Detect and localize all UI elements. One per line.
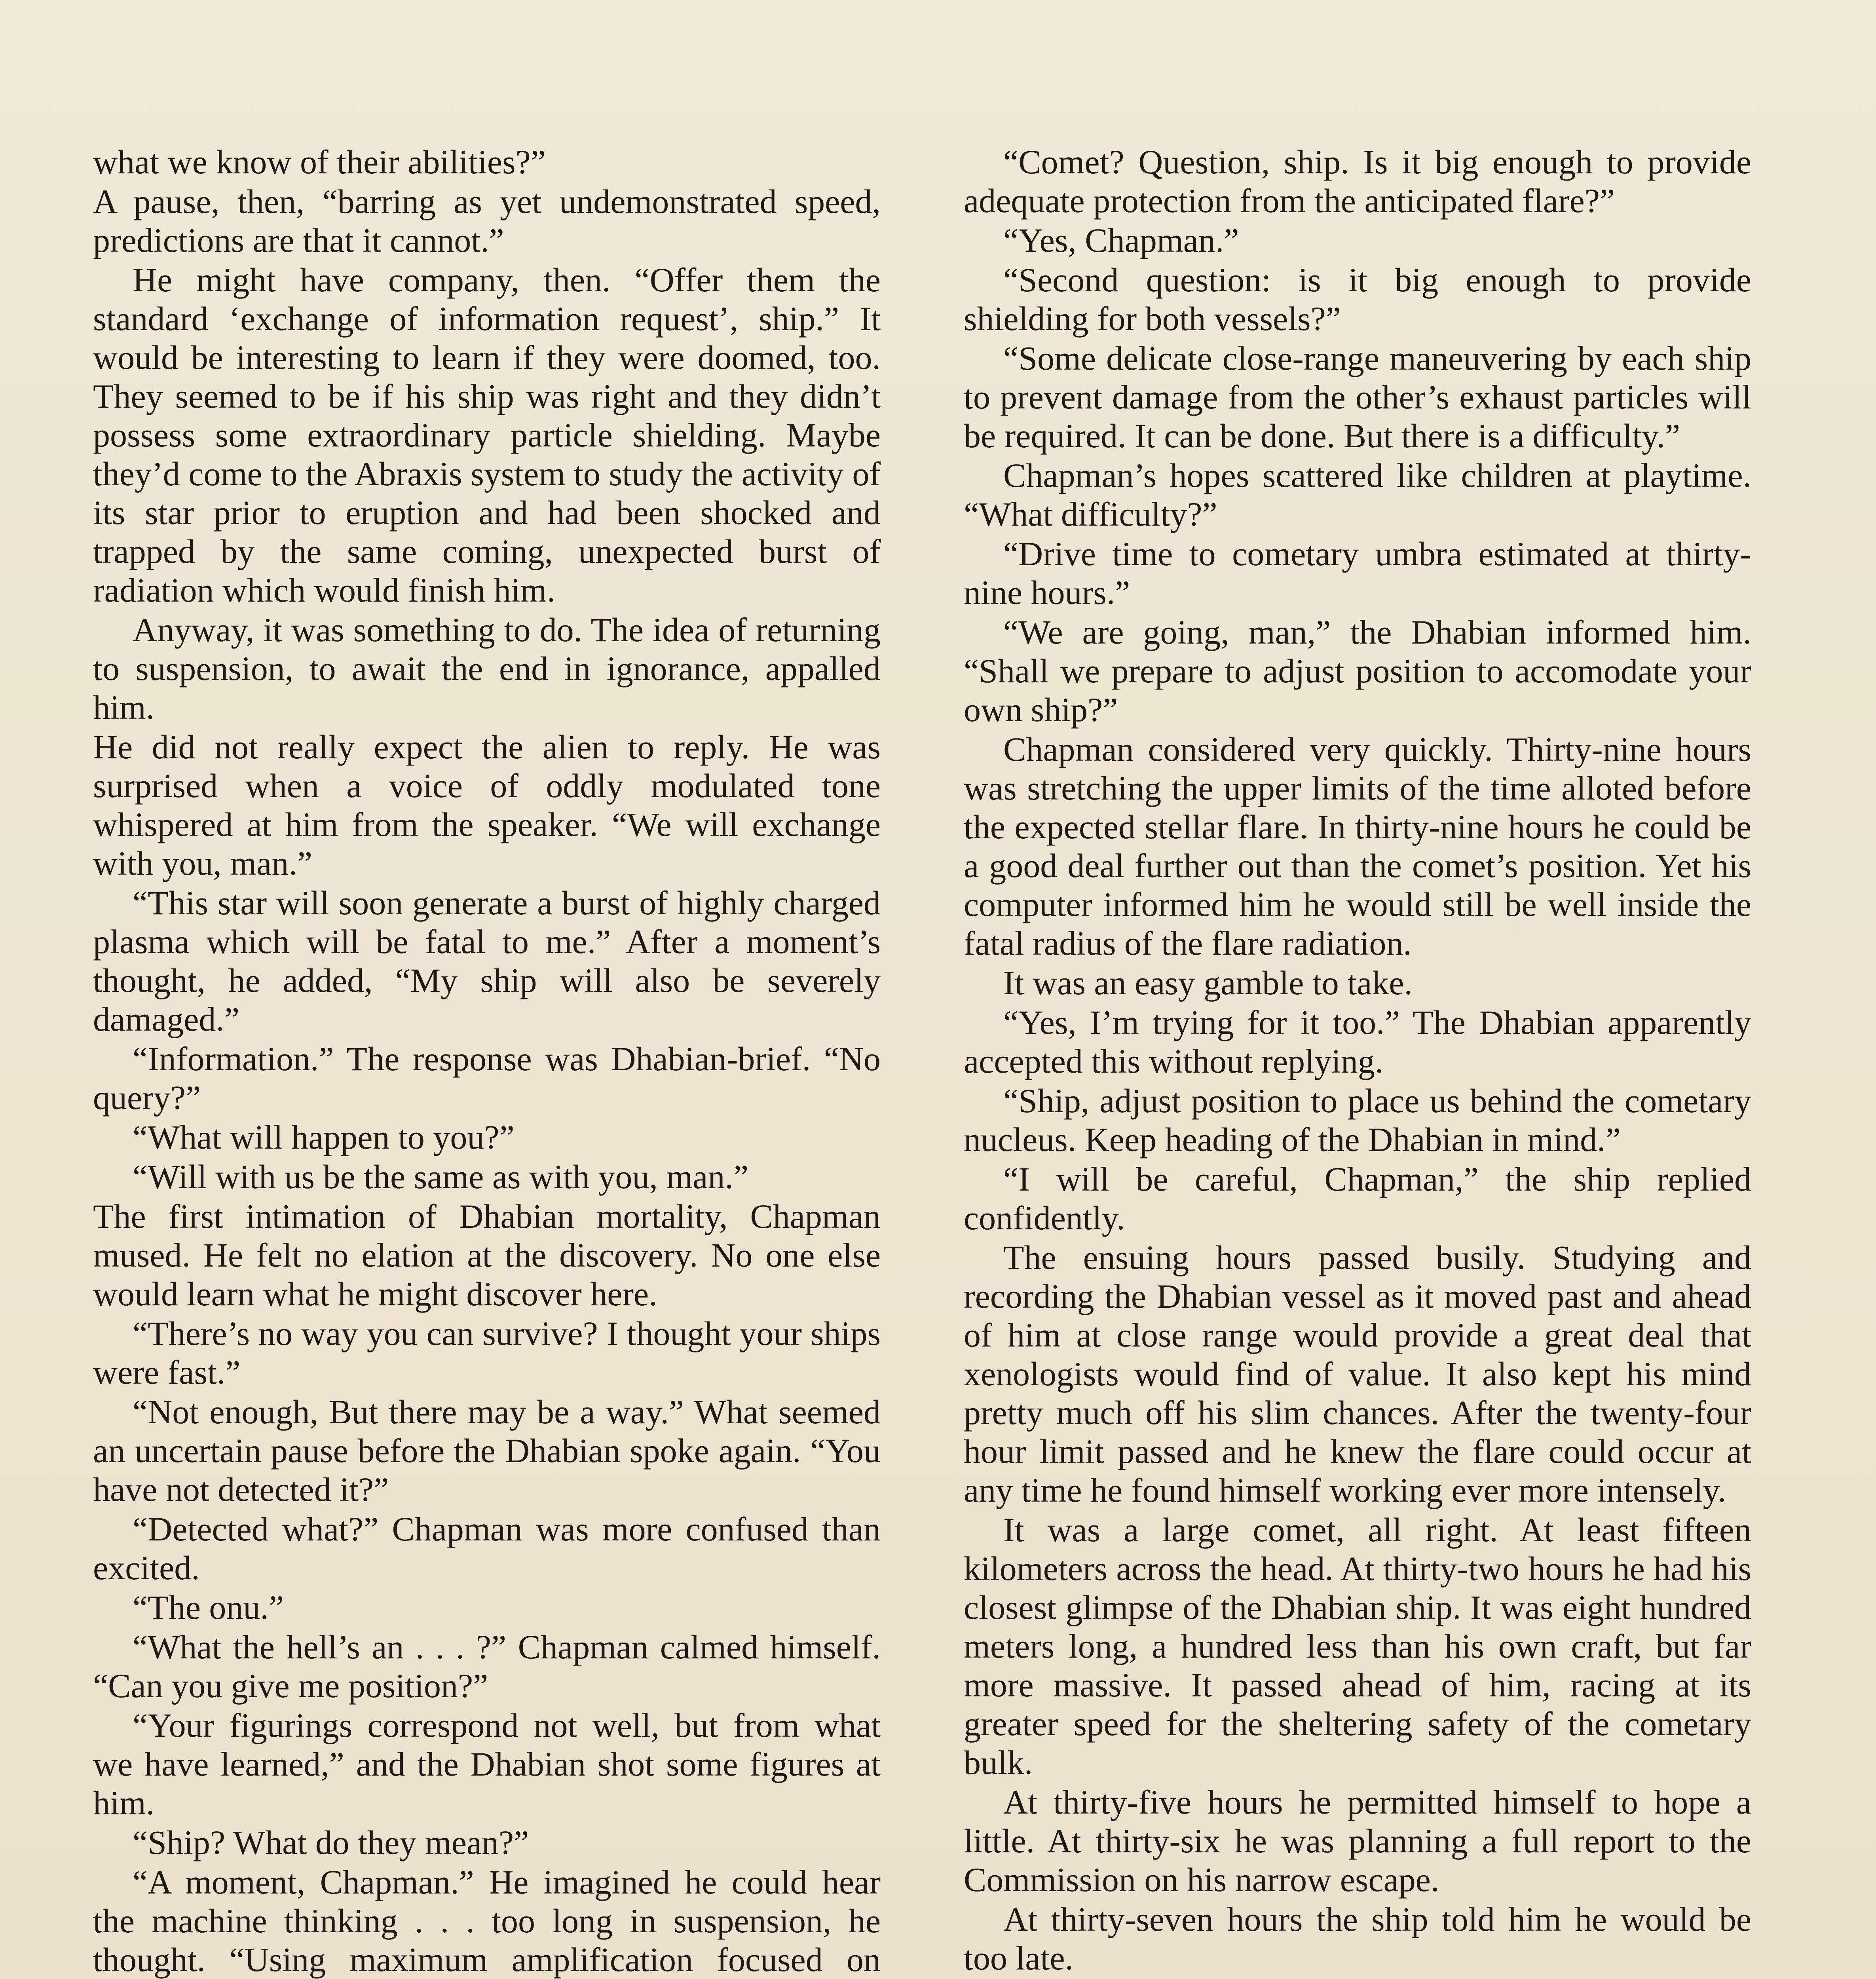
paragraph: “What the hell’s an . . . ?” Chapman calmed himself. “Can you give me position?” [93, 1628, 881, 1705]
paragraph: “We are going, man,” the Dhabian informed him. “Shall we prepare to adjust position to accomodate your own ship?” [964, 613, 1751, 729]
paragraph: “The onu.” [133, 1588, 284, 1626]
paragraph: “Second question: is it big enough to provide shielding for both vessels?” [964, 261, 1751, 338]
paragraph: “This star will soon generate a burst of highly charged plasma which will be fatal to me.” After a moment’s thought, he added, “My ship will also be severely damaged.” [93, 884, 881, 1038]
paragraph: He did not really expect the alien to reply. He was surprised when a voice of oddly modulated tone whispered at him from the speaker. “We will exchange with you, man.” [93, 728, 881, 882]
paragraph: “Information.” The response was Dhabian-brief. “No query?” [93, 1040, 881, 1117]
paragraph: At thirty-five hours he permitted himself to hope a little. At thirty-six he was planning a full report to the Commission on his narrow escape. [964, 1783, 1751, 1899]
paragraph: “I will be careful, Chapman,” the ship replied confidently. [964, 1160, 1751, 1237]
paragraph: It was an easy gamble to take. [1003, 964, 1413, 1002]
paragraph: “Your figurings correspond not well, but from what we have learned,” and the Dhabian shot some figures at him. [93, 1706, 881, 1822]
paragraph: He might have company, then. “Offer them the standard ‘exchange of information request’, ship.” It would be interesting to learn if they were doomed, too. They seemed to be if his ship was right and they didn’t possess some extraordinary particle shielding. Maybe they’d come to the Abraxis system to study the activity of its star prior to eruption and had been shocked and trapped by the same coming, unexpected burst of radiation which would finish him. [93, 261, 881, 609]
right-text-column [964, 142, 1751, 1979]
paragraph: Chapman considered very quickly. Thirty-nine hours was stretching the upper limits of the time alloted before the expected stellar flare. In thirty-nine hours he could be a good deal further out than the comet’s position. Yet his computer informed him he would still be well inside the fatal radius of the flare radiation. [964, 730, 1751, 962]
paragraph: A pause, then, “barring as yet undemonstrated speed, predictions are that it cannot.” [93, 182, 881, 259]
paragraph: “Ship? What do they mean?” [133, 1823, 529, 1861]
paragraph: “Not enough, But there may be a way.” What seemed an uncertain pause before the Dhabian spoke again. “You have not detected it?” [93, 1393, 881, 1508]
paragraph: At thirty-seven hours the ship told him he would be too late. [964, 1900, 1751, 1977]
paragraph: “Comet? Question, ship. Is it big enough to provide adequate protection from the anticipated flare?” [964, 143, 1751, 220]
paragraph: “A moment, Chapman.” He imagined he could hear the machine thinking . . . too long in suspension, he thought. “Using maximum amplification focused on [93, 1863, 881, 1979]
paragraph: “Detected what?” Chapman was more confused than excited. [93, 1510, 881, 1587]
paragraph: “Drive time to cometary umbra estimated at thirty-nine hours.” [964, 535, 1751, 612]
paragraph: “Yes, Chapman.” [1003, 221, 1239, 259]
paragraph: “Some delicate close-range maneuvering by each ship to prevent damage from the other’s exhaust particles will be required. It can be done. But there is a difficulty.” [964, 339, 1751, 455]
paragraph: Anyway, it was something to do. The idea of returning to suspension, to await the end in ignorance, appalled him. [93, 611, 881, 726]
paragraph: “There’s no way you can survive? I thought your ships were fast.” [93, 1314, 881, 1391]
paragraph: The first intimation of Dhabian mortality, Chapman mused. He felt no elation at the discovery. No one else would learn what he might discover here. [93, 1197, 881, 1313]
paragraph: “Ship, adjust position to place us behind the cometary nucleus. Keep heading of the Dhabian in mind.” [964, 1082, 1751, 1159]
paragraph: “Will with us be the same as with you, man.” [133, 1158, 749, 1196]
paragraph: what we know of their abilities?” [93, 143, 546, 181]
left-text-column [93, 142, 881, 1979]
paragraph: It was a large comet, all right. At least fifteen kilometers across the head. At thirty-two hours he had his closest glimpse of the Dhabian ship. It was eight hundred meters long, a hundred less than his own craft, but far more massive. It passed ahead of him, racing at its greater speed for the sheltering safety of the cometary bulk. [964, 1511, 1751, 1781]
paragraph: “Yes, I’m trying for it too.” The Dhabian apparently accepted this without replying. [964, 1003, 1751, 1080]
paragraph: “What will happen to you?” [133, 1118, 515, 1156]
paragraph: Chapman’s hopes scattered like children at playtime. “What difficulty?” [964, 456, 1751, 533]
paragraph: The ensuing hours passed busily. Studying and recording the Dhabian vessel as it moved past and ahead of him at close range would provide a great deal that xenologists would find of value. It also kept his mind pretty much off his slim chances. After the twenty-four hour limit passed and he knew the flare could occur at any time he found himself working ever more intensely. [964, 1238, 1751, 1509]
